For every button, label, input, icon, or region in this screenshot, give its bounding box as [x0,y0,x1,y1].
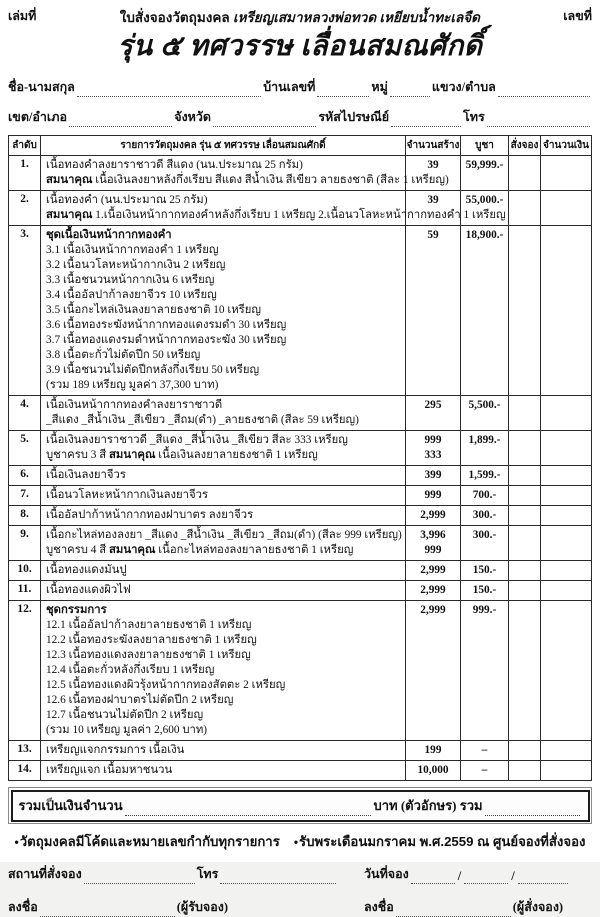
order-quantity-blank [509,601,541,741]
order-quantity-blank [509,526,541,561]
amount-blank [541,601,592,741]
item-number: 14. [9,761,41,781]
price: 700.- [461,486,509,506]
order-quantity-blank [509,156,541,191]
phone-label: โทร [463,110,485,125]
house-no-label: บ้านเลขที่ [263,80,316,95]
house-no-blank [317,83,369,97]
subdistrict-label: แขวง/ตำบล [431,80,496,95]
quantity-made: 199 [406,741,461,761]
price: 18,900.- [461,226,509,396]
item-description: เนื้อทองคำ (นน.ประมาณ 25 กรัม) สมนาคุณ 1.เนื้อเงินหน้ากากทองคำหลังกึ่งเรียบ 1 เหรียญ 2.เนื้อนวโลหะหน้ากากทองคำ 1 เหรียญ [41,191,406,226]
item-description: เนื้อกะไหล่ทองลงยา _สีแดง _สีน้ำเงิน _สีเขียว _สีถม(ดำ) (สีละ 999 เหรียญ) บูชาครบ 4 สี สมนาคุณ เนื้อกะไหล่ทองลงยาลายธงชาติ 1 เหรียญ [41,526,406,561]
moo-blank [390,83,430,97]
quantity-made: 10,000 [406,761,461,781]
footer-phone-label: โทร [196,867,219,882]
item-description: เนื้อทองคำลงยาราชาวดี สีแดง (นน.ประมาณ 25 กรัม) สมนาคุณ เนื้อเงินลงยาหลังกึ่งเรียบ สีแดง สีน้ำเงิน สีเขียว ลายธงชาติ (สีละ 1 เหรียญ) [41,156,406,191]
item-number: 2. [9,191,41,226]
price: 55,000.- [461,191,509,226]
price: – [461,741,509,761]
amount-blank [541,741,592,761]
total-amount-blank [125,802,372,816]
table-row [9,581,592,601]
column-header-4: สั่งจอง [509,136,541,156]
subdistrict-blank [498,83,590,97]
column-header-2: จำนวนสร้าง [406,136,461,156]
table-row [9,226,592,396]
item-number: 8. [9,506,41,526]
moo-label: หมู่ [371,80,388,95]
table-row [9,561,592,581]
table-row [9,741,592,761]
district-label: เขต/อำเภอ [8,110,67,125]
amount-blank [541,581,592,601]
item-description: เนื้อทองแดงผิวไฟ [41,581,406,601]
amount-blank [541,526,592,561]
price: 1,899.- [461,431,509,466]
item-number: 3. [9,226,41,396]
receiver-sign-line [8,897,338,917]
postcode-blank [391,113,461,127]
note-pickup: • รับพระเดือนมกราคม พ.ศ.2559 ณ ศูนย์จองที่สั่งจอง [293,834,586,850]
table-row [9,466,592,486]
table-row [9,761,592,781]
table-row [9,526,592,561]
price: 300.- [461,506,509,526]
order-quantity-blank [509,506,541,526]
item-description: เนื้อเงินลงยาจีวร [41,466,406,486]
quantity-made: 59 [406,226,461,396]
table-row [9,431,592,466]
order-table-header [9,136,592,156]
receiver-label: (ผู้รับจอง) [176,900,228,915]
column-header-1: รายการวัตถุมงคล รุ่น ๕ ทศวรรษ เลื่อนสมณศักดิ์ [41,136,406,156]
price: 150.- [461,581,509,601]
amount-blank [541,466,592,486]
bullet-icon: • [293,834,299,849]
item-description: เหรียญแจก เนื้อมหาชนวน [41,761,406,781]
total-words-blank [485,802,580,816]
item-number: 9. [9,526,41,561]
item-description: เนื้อนวโลหะหน้ากากเงินลงยาจีวร [41,486,406,506]
amount-blank [541,431,592,466]
quantity-made: 2,999 [406,506,461,526]
baht-words-label: บาท (ตัวอักษร) รวม [373,797,483,813]
item-number: 5. [9,431,41,466]
item-description: เนื้อทองแดงมันปู [41,561,406,581]
item-description: เนื้ออัลปาก้าหน้ากากทองฝาบาตร ลงยาจีวร [41,506,406,526]
page-title: รุ่น ๕ ทศวรรษ เลื่อนสมณศักดิ์ [117,31,483,62]
province-label: จังหวัด [174,110,212,125]
date-month-blank [464,870,508,884]
doc-no-label: เลขที่ [563,9,592,23]
quantity-made: 999 333 [406,431,461,466]
table-row [9,601,592,741]
bullet-icon: • [14,834,19,849]
total-label: รวมเป็นเงินจำนวน [18,797,123,813]
order-table [8,135,592,781]
province-blank [213,113,316,127]
orderer-label: (ผู้สั่งจอง) [512,900,564,915]
footer-phone-blank [220,870,336,884]
order-date-line: วันที่จอง / / [364,864,592,884]
date-day-blank [411,870,455,884]
place-label: สถานที่สั่งจอง [8,867,82,882]
quantity-made: 39 [406,156,461,191]
amount-blank [541,226,592,396]
table-row [9,396,592,431]
table-row [9,486,592,506]
quantity-made: 399 [406,466,461,486]
place-blank [84,870,195,884]
item-number: 12. [9,601,41,741]
postcode-label: รหัสไปรษณีย์ [318,110,390,125]
customer-line-1 [8,77,592,97]
order-quantity-blank [509,396,541,431]
order-quantity-blank [509,431,541,466]
order-quantity-blank [509,761,541,781]
item-number: 11. [9,581,41,601]
amount-blank [541,506,592,526]
order-quantity-blank [509,581,541,601]
price: 59,999.- [461,156,509,191]
column-header-5: จำนวนเงิน [541,136,592,156]
amount-blank [541,156,592,191]
price: 300.- [461,526,509,561]
orderer-sign-blank [396,903,511,917]
item-number: 13. [9,741,41,761]
amount-blank [541,486,592,506]
order-quantity-blank [509,741,541,761]
total-box [8,787,592,824]
table-row [9,156,592,191]
price: – [461,761,509,781]
amount-blank [541,396,592,431]
amount-blank [541,761,592,781]
sign-label: ลงชื่อ [364,900,394,915]
amount-blank [541,561,592,581]
receiver-sign-blank [40,903,175,917]
price: 5,500.- [461,396,509,431]
price: 1,599.- [461,466,509,486]
column-header-3: บูชา [461,136,509,156]
orderer-sign-line [364,897,592,917]
order-quantity-blank [509,226,541,396]
form-notes [8,831,592,852]
date-year-blank [518,870,568,884]
order-place-line [8,864,338,884]
phone-blank [487,113,590,127]
order-quantity-blank [509,561,541,581]
book-no-label: เล่มที่ [8,9,37,23]
quantity-made: 39 [406,191,461,226]
item-description: เนื้อเงินลงยาราชาวดี _สีแดง _สีน้ำเงิน _สีเขียว สีละ 333 เหรียญ บูชาครบ 3 สี สมนาคุณ เนื้อเงินลงยาลายธงชาติ 1 เหรียญ [41,431,406,466]
quantity-made: 999 [406,486,461,506]
order-quantity-blank [509,466,541,486]
name-label: ชื่อ-นามสกุล [8,80,75,95]
sign-label: ลงชื่อ [8,900,38,915]
table-row [9,506,592,526]
item-number: 10. [9,561,41,581]
form-footer [8,864,592,917]
quantity-made: 2,999 [406,601,461,741]
item-description: ชุดเนื้อเงินหน้ากากทองคำ 3.1 เนื้อเงินหน้ากากทองคำ 1 เหรียญ 3.2 เนื้อนวโลหะหน้ากากเงิน 2 เหรียญ 3.3 เนื้อชนวนหน้ากากเงิน 6 เหรียญ 3.4 เนื้ออัลปาก้าลงยาจีวร 10 เหรียญ 3.5 เนื้อกะไหล่เงินลงยาลายธงชาติ 10 เหรียญ 3.6 เนื้อทองระฆังหน้ากากทองแดงรมดำ 30 เหรียญ 3.7 เนื้อทองแดงรมดำหน้ากากทองระฆัง 30 เหรียญ 3.8 เนื้อตะกั่วไม่ตัดปีก 50 เหรียญ 3.9 เนื้อชนวนไม่ตัดปีกหลังกึ่งเรียบ 50 เหรียญ (รวม 189 เหรียญ มูลค่า 37,300 บาท) [41,226,406,396]
order-quantity-blank [509,191,541,226]
item-description: เหรียญแจกกรรมการ เนื้อเงิน [41,741,406,761]
customer-line-2 [8,107,592,127]
amount-blank [541,191,592,226]
quantity-made: 3,996 999 [406,526,461,561]
quantity-made: 2,999 [406,581,461,601]
price: 999.- [461,601,509,741]
column-header-0: ลำดับ [9,136,41,156]
item-number: 1. [9,156,41,191]
item-number: 4. [9,396,41,431]
item-number: 7. [9,486,41,506]
order-quantity-blank [509,486,541,506]
quantity-made: 2,999 [406,561,461,581]
note-code: • วัตถุมงคลมีโค้ดและหมายเลขกำกับทุกรายการ [14,834,280,850]
item-description: ชุดกรรมการ 12.1 เนื้ออัลปาก้าลงยาลายธงชาติ 1 เหรียญ 12.2 เนื้อทองระฆังลงยาลายธงชาติ 1 เหรียญ 12.3 เนื้อทองแดงลงยาลายธงชาติ 1 เหรียญ 12.4 เนื้อตะกั่วหลังกึ่งเรียบ 1 เหรียญ 12.5 เนื้อทองแดงผิวรุ้งหน้ากากทองสัตตะ 2 เหรียญ 12.6 เนื้อทองฝาบาตรไม่ตัดปีก 2 เหรียญ 12.7 เนื้อชนวนไม่ตัดปีก 2 เหรียญ (รวม 10 เหรียญ มูลค่า 2,600 บาท) [41,601,406,741]
item-number: 6. [9,466,41,486]
form-header [8,6,592,28]
price: 150.- [461,561,509,581]
form-subtitle: ใบสั่งจองวัตถุมงคล เหรียญเสมาหลวงพ่อทวด เหยียบน้ำทะเลจืด [119,10,480,25]
quantity-made: 295 [406,396,461,431]
item-description: เนื้อเงินหน้ากากทองคำลงยาราชาวดี _สีแดง _สีน้ำเงิน _สีเขียว _สีถม(ดำ) _ลายธงชาติ (สีละ 59 เหรียญ) [41,396,406,431]
table-row [9,191,592,226]
district-blank [69,113,172,127]
date-label: วันที่จอง [364,867,409,882]
name-blank [77,83,261,97]
